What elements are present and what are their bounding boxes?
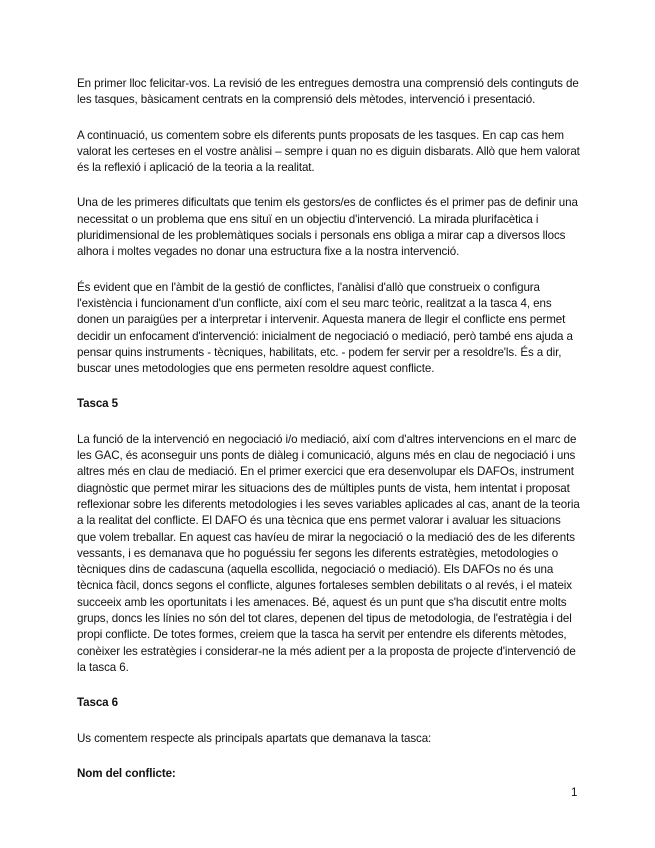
tasca6-heading: Tasca 6 (77, 696, 118, 710)
tasca6-paragraph: Us comentem respecte als principals apartats que demanava la tasca: (77, 731, 432, 745)
difficulties-paragraph: Una de les primeres dificultats que tenim els gestors/es de conflictes és el primer pas de definir una necessitat o un problema que ens situï en un objectiu d'intervenció. La mirada plurifacètica i pluridimensional de les problemàtiques socials i personals ens obliga a mirar cap a diversos llocs alhora i moltes vegades no donar una estructura fixe a la nostra intervenció. (77, 196, 578, 259)
analysis-paragraph: És evident que en l'àmbit de la gestió de conflictes, l'anàlisi d'allò que construeix o configura l'existència i funcionament d'un conflicte, així com el seu marc teòric, realitzat a la tasca 4, ens donen un paraigües per a interpretar i intervenir. Aquesta manera de llegir el conflicte ens permet decidir un enfocament d'intervenció: inicialment de negociació o mediació, però també ens ajuda a pensar quins instruments - tècniques, habilitats, etc. - podem fer servir per a resoldre'ls. És a dir, buscar unes metodologies que ens permeten resoldre aquest conflicte. (77, 280, 573, 376)
comments-paragraph: A continuació, us comentem sobre els diferents punts proposats de les tasques. En cap cas hem valorat les certeses en el vostre anàlisi – sempre i quan no es diguin disbarats. Allò que hem valorat és la reflexió i aplicació de la teoria a la realitat. (77, 128, 580, 175)
intro-paragraph: En primer lloc felicitar-vos. La revisió de les entregues demostra una comprensió dels continguts de les tasques, bàsicament centrats en la comprensió dels mètodes, intervenció i presentació. (77, 77, 579, 107)
tasca5-paragraph: La funció de la intervenció en negociació i/o mediació, així com d'altres intervencions en el marc de les GAC, és aconseguir uns ponts de diàleg i comunicació, alguns més en clau de negociació i uns altres més en clau de mediació. En el primer exercici que era desenvolupar els DAFOs, instrument diagnòstic que permet mirar les situacions des de múltiples punts de vista, hem intentat i proposat reflexionar sobre les diferents metodologies i les seves variables aplicades al cas, anant de la teoria a la realitat del conflicte. El DAFO és una tècnica que ens permet valorar i avaluar les situacions que volem treballar. En aquest cas havíeu de mirar la negociació o la mediació des de les diferents vessants, i es demanava que ho poguéssiu fer segons les diferents estratègies, metodologies o tècniques dins de cadascuna (aquella escollida, negociació o mediació). Els DAFOs no és una tècnica fàcil, doncs segons el conflicte, algunes fortaleses semblen debilitats o al revés, i el mateix succeeix amb les oportunitats i les amenaces. Bé, aquest és un punt que s'ha discutit entre molts grups, doncs les línies no són del tot clares, depenen del tipus de metodologia, de l'estratègia i del propi conflicte. De totes formes, creiem que la tasca ha servit per entendre els diferents mètodes, conèixer les estratègies i considerar-ne la més adient per a la proposta de projecte d'intervenció de la tasca 6. (77, 432, 580, 674)
document-body (77, 76, 582, 801)
page-number: 1 (571, 786, 578, 799)
conflict-name-subheading: Nom del conflicte: (77, 766, 176, 780)
tasca5-heading: Tasca 5 (77, 397, 118, 411)
